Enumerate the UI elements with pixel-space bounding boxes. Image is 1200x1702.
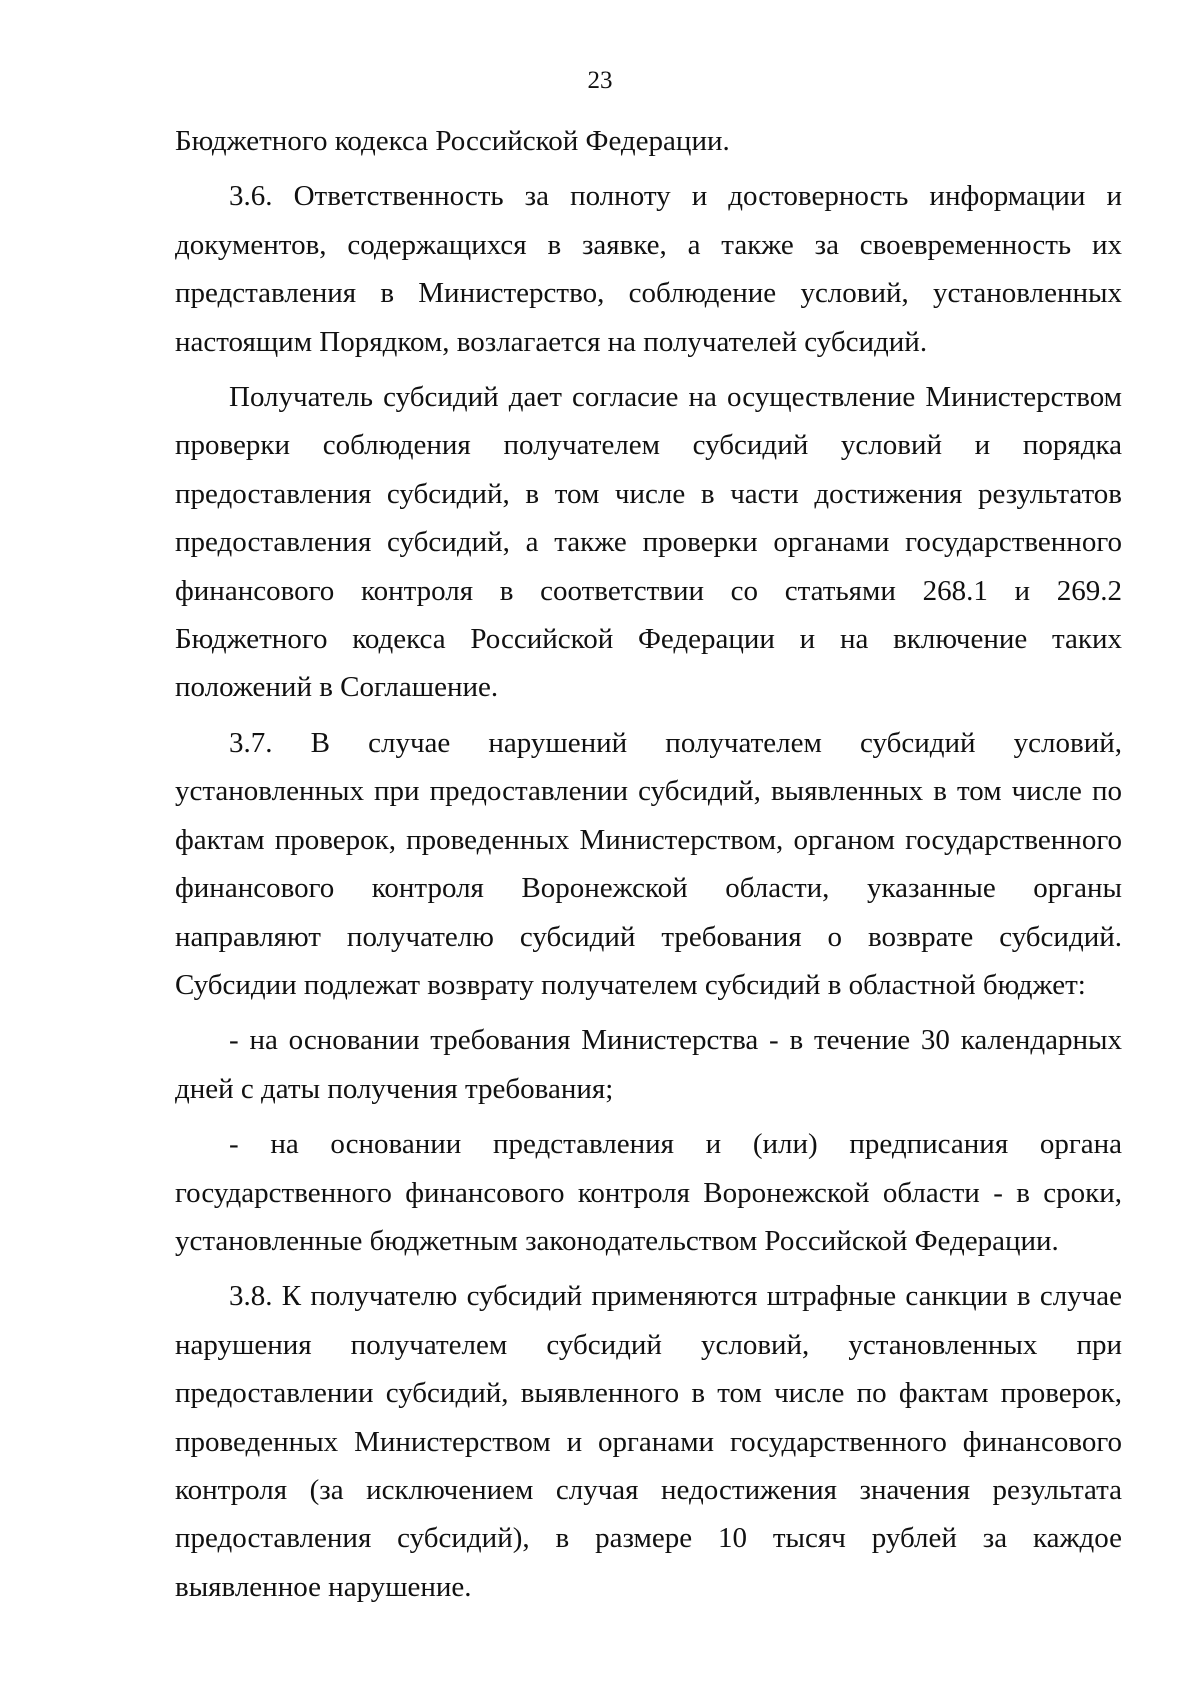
paragraph-clause-3-6: 3.6. Ответственность за полноту и достоверность информации и документов, содержащихся в заявке, а также за своевременность их представления в Министерство, соблюдение условий, установленных настоящим Порядком, возлагается на получателей субсидий. <box>175 180 1122 358</box>
document-body <box>175 117 1122 1611</box>
paragraph-clause-3-7: 3.7. В случае нарушений получателем субсидий условий, установленных при предоставлении субсидий, выявленных в том числе по фактам проверок, проведенных Министерством, органом государственного финансового контроля Воронежской области, указанные органы направляют получателю субсидий требования о возврате субсидий. Субсидии подлежат возврату получателем субсидий в областной бюджет: <box>175 726 1122 1001</box>
list-item-ministry-requirement: - на основании требования Министерства - в течение 30 календарных дней с даты получения требования; <box>175 1024 1122 1105</box>
list-item-control-body-order: - на основании представления и (или) предписания органа государственного финансового контроля Воронежской области - в сроки, установленные бюджетным законодательством Российской Федерации. <box>175 1128 1122 1257</box>
page-number: 23 <box>587 67 613 94</box>
paragraph-clause-3-8: 3.8. К получателю субсидий применяются штрафные санкции в случае нарушения получателем субсидий условий, установленных при предоставлении субсидий, выявленного в том числе по фактам проверок, проведенных Министерством и органами государственного финансового контроля (за исключением случая недостижения значения результата предоставления субсидий), в размере 10 тысяч рублей за каждое выявленное нарушение. <box>175 1280 1122 1603</box>
paragraph-continuation: Бюджетного кодекса Российской Федерации. <box>175 125 730 157</box>
paragraph-consent: Получатель субсидий дает согласие на осуществление Министерством проверки соблюдения получателем субсидий условий и порядка предоставления субсидий, в том числе в части достижения результатов предоставления субсидий, а также проверки органами государственного финансового контроля в соответствии со статьями 268.1 и 269.2 Бюджетного кодекса Российской Федерации и на включение таких положений в Соглашение. <box>175 381 1122 704</box>
